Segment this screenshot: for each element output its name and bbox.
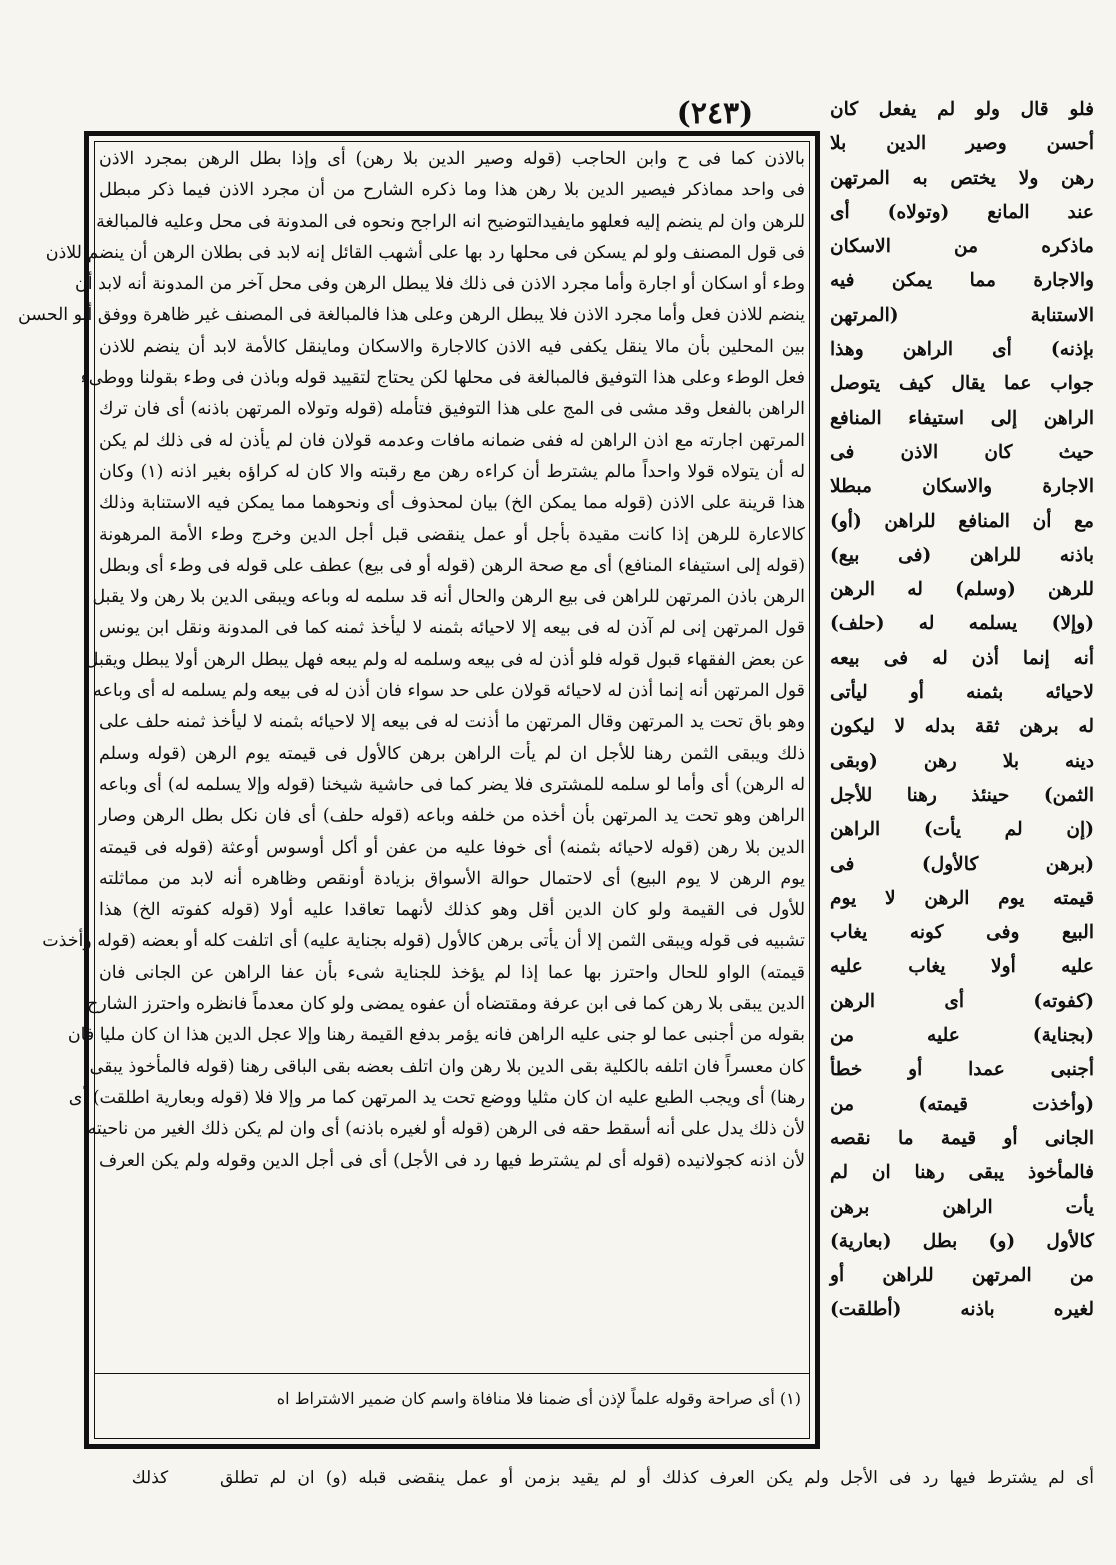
commentary-line: قيمته) الواو للحال واحترز بها عما إذا لم يؤخذ للجناية شىء بأن عفا الراهن عن الجانى فان: [99, 962, 805, 983]
matn-line: (وإلا) يسلمه له (حلف): [830, 613, 1094, 635]
matn-line: عليه أولا يغاب عليه: [830, 956, 1094, 978]
commentary-line: للأول فى القيمة ولو كان الدين أقل وهو كذلك لأنهما تعاقدا عليه أولا (قوله كفوته الخ) هذا: [99, 900, 805, 921]
commentary-line: بين المحلين بأن مالا ينقل يكفى فيه الاذن كالاجارة والاسكان وماينقل كالأمة لابد أن ينضم للاذن: [99, 336, 805, 357]
matn-line: لغيره باذنه (أطلقت): [830, 1299, 1094, 1321]
commentary-line: رهنا) أى ويجب الطبع عليه ان كان مثليا ووضع تحت يد المرتهن كما مر وإلا فلا (قوله وبعارية اطلقت) أى: [68, 1087, 805, 1108]
commentary-text: [18, 144, 805, 1364]
commentary-line: وطء أو اسكان أو اجارة وأما مجرد الاذن فى ذلك فلا يبطل الرهن وفى محل آخر من المدونة أنه لابد أن: [75, 274, 805, 295]
matn-line: الجانى أو قيمة ما نقصه: [830, 1127, 1094, 1149]
matn-line: قيمته يوم الرهن لا يوم: [830, 887, 1094, 909]
matn-line: له برهن ثقة بدله لا ليكون: [830, 716, 1094, 738]
matn-line: رهن ولا يختص به المرتهن: [830, 167, 1094, 189]
commentary-line: (قوله إلى استيفاء المنافع) أى مع صحة الرهن (قوله أو فى بيع) عطف على قوله فى وطء أى وبطل: [99, 555, 805, 576]
matn-line: الراهن إلى استيفاء المنافع: [830, 407, 1094, 429]
matn-line: البيع وفى كونه يغاب: [830, 922, 1094, 944]
commentary-line: الراهن وهو تحت يد المرتهن بأن أخذه من خلفه وباعه (قوله حلف) أى فان نكل بطل الرهن وصار: [99, 806, 805, 827]
matn-line: للرهن (وسلم) له الرهن: [830, 579, 1094, 601]
matn-continuation-line: أى لم يشترط فيها رد فى الأجل ولم يكن العرف كذلك أو لم يقيد بزمن أو عمل ينقضى قبله (و) ان لم تطلق: [220, 1468, 1094, 1488]
matn-line: جواب عما يقال كيف يتوصل: [830, 373, 1094, 395]
matn-line: الاجارة والاسكان مبطلا: [830, 476, 1094, 498]
commentary-line: فى واحد مماذكر فيصير الدين بلا رهن هذا وما ذكره الشارح من أن مجرد الاذن فيما ذكر مبطل: [99, 180, 805, 201]
matn-line: أحسن وصير الدين بلا: [830, 133, 1094, 155]
commentary-line: له أن يتولاه قولا واحداً مالم يشترط أن كراءه رهن مع رقبته والا كان له كراؤه بغير اذنه (١) وكان: [99, 461, 805, 482]
commentary-line: لأن اذنه كجولانيده (قوله أى لم يشترط فيها رد فى الأجل) أى فى أجل الدين وقوله ولم يكن العرف: [99, 1150, 805, 1171]
commentary-line: بقوله من أجنبى عما لو جنى عليه الراهن فانه يؤمر بدفع القيمة رهنا وإلا عجل الدين هذا ان كان مليا فان: [67, 1025, 805, 1046]
matn-line: لاحيائه بثمنه أو ليأتى: [830, 682, 1094, 704]
commentary-line: قول المرتهن إنى لم آذن له فى بيعه إلا لاحيائه بثمنه لا ليأخذ ثمنه كما فى المدونة ونقل ابن يونس: [99, 618, 805, 639]
commentary-line: هذا قرينة على الاذن (قوله مما يمكن الخ) بيان لمحذوف أى ونحوهما مما يمكن فيه الاستنابة وذلك: [99, 493, 805, 514]
commentary-line: الدين بلا رهن (قوله لاحيائه بثمنه) أى خوفا عليه من عفن أو أكل أوسوس أوعثة (قوله فى قيمته: [99, 837, 805, 858]
footnote: (١) أى صراحة وقوله علماً لإذن أى ضمنا فلا منافاة واسم كان ضمير الاشتراط اه: [276, 1389, 801, 1408]
matn-line: فالمأخوذ يبقى رهنا ان لم: [830, 1162, 1094, 1184]
matn-column: [830, 93, 1094, 1443]
matn-line: فلو قال ولو لم يفعل كان: [830, 99, 1094, 120]
matn-line: والاجارة مما يمكن فيه: [830, 270, 1094, 292]
matn-line: (كفوته) أى الرهن: [830, 990, 1094, 1012]
matn-line: (بجناية) عليه من: [830, 1025, 1094, 1047]
commentary-line: له الرهن) أى وأما لو سلمه للمشترى فلا يضر كما فى حاشية شيخنا (قوله وإلا يسلمه له) أى وباعه: [99, 774, 805, 795]
matn-line: أجنبى عمدا أو خطأ: [830, 1059, 1094, 1081]
matn-line: (برهن كالأول) فى: [830, 853, 1094, 875]
catchword: كذلك: [131, 1468, 169, 1488]
commentary-line: كان معسراً فان اتلفه بالكلية بقى الدين بلا رهن وان اتلف بعضه بقى الباقى رهنا (قوله فالمأخوذ يبقى: [89, 1056, 805, 1077]
commentary-line: قول المرتهن أنه إنما أذن له لاحيائه قولان على حد سواء فان أذن له فى بيعه ولم يسلمه له أى وباعه: [93, 681, 805, 702]
matn-line: (وأخذت قيمته) من: [830, 1093, 1094, 1115]
matn-line: الثمن) حينئذ رهنا للأجل: [830, 784, 1094, 806]
matn-line: دينه بلا رهن (وبقى: [830, 750, 1094, 772]
matn-line: ماذكره من الاسكان: [830, 236, 1094, 258]
commentary-line: كالاعارة للرهن إذا كانت مقيدة بأجل أو عمل ينقضى قبل أجل الدين وخرج وطء الأمة المرهونة: [99, 524, 805, 545]
matn-line: الاستنابة (المرتهن: [830, 304, 1094, 326]
commentary-line: فعل الوطء وعلى هذا التوفيق فالمبالغة فى محلها لكن يحتاج لتقييد قوله وباذن فى وطء بقولنا ووطىء: [80, 368, 805, 389]
commentary-line: ذلك ويبقى الثمن رهنا للأجل ان لم يأت الراهن برهن كالأول فى قيمته يوم الرهن (قوله وسلم: [99, 743, 805, 764]
commentary-line: الرهن باذن المرتهن للراهن فى بيع الرهن والحال أنه قد سلمه له وباعه ويبقى الدين بلا رهن ولا يقبل: [92, 587, 805, 608]
matn-line: (إن لم يأت) الراهن: [830, 819, 1094, 841]
matn-line: عند المانع (وتولاه) أى: [830, 201, 1094, 223]
commentary-line: لأن ذلك يدل على أنه أسقط حقه فى الرهن (قوله أو لغيره باذنه) أى وان لم يكن ذلك الغير من ناحيته: [87, 1119, 805, 1140]
commentary-line: فى قول المصنف ولو لم يسكن فى محلها رد بها على أشهب القائل إنه لابد فى بطلان الرهن أن ينضم للاذن: [45, 242, 805, 263]
commentary-line: بالاذن كما فى ح وابن الحاجب (قوله وصير الدين بلا رهن) أى وإذا بطل الرهن بمجرد الاذن: [99, 149, 805, 169]
matn-line: حيث كان الاذن فى: [830, 441, 1094, 463]
commentary-frame: [18, 131, 820, 1449]
commentary-line: وهو باق تحت يد المرتهن وقال المرتهن ما أذنت له فى بيعه إلا لاحيائه بثمنه لا ليأخذ ثمنه حلف على: [99, 712, 805, 733]
matn-line: بإذنه) أى الراهن وهذا: [830, 339, 1094, 361]
commentary-line: تشبيه فى قوله ويبقى الثمن إلا أن يأتى برهن كالأول (قوله بجناية عليه) أى اتلفت كله أو بعضه (قوله وأخذت: [42, 931, 805, 952]
matn-line: من المرتهن للراهن أو: [830, 1265, 1094, 1287]
matn-line: مع أن المنافع للراهن (أو): [830, 510, 1094, 532]
commentary-line: عن بعض الفقهاء قبول قوله فلو أذن له فى بيعه وسلمه له ولم يبعه فهل يبطل الرهن أولا يبطل ويقبل: [85, 649, 805, 670]
commentary-line: الراهن بالفعل وقد مشى فى المج على هذا التوفيق فتأمله (قوله وتولاه المرتهن باذنه) أى فان ترك: [99, 399, 805, 420]
matn-line: باذنه للراهن (فى بيع): [830, 544, 1094, 566]
commentary-line: المرتهن اجارته مع اذن الراهن له ففى ضمانه مافات وعدمه قولان فان لم يأذن له فى ذلك لم يكن: [99, 430, 805, 451]
commentary-line: للرهن وان لم ينضم إليه فعلهو مايفيدالتوضيح انه الراجح ونحوه فى المدونة فى محل وعليه فالمبالغة: [96, 211, 805, 232]
footnote-divider: [94, 1373, 810, 1374]
matn-line: يأت الراهن برهن: [830, 1196, 1094, 1218]
commentary-line: الدين يبقى بلا رهن كما فى ابن عرفة ومقتضاه أن عفوه يمضى ولو كان معدماً فانظره واحترز الشارح: [87, 994, 805, 1015]
matn-line: أنه إنما أذن له فى بيعه: [830, 647, 1094, 669]
matn-line: كالأول (و) بطل (بعارية): [830, 1230, 1094, 1252]
commentary-line: ينضم للاذن فعل وأما مجرد الاذن فلا يبطل الرهن وعلى هذا فالمبالغة فى المصنف غير ظاهرة ووفق أبو الحسن: [18, 305, 805, 326]
commentary-line: يوم الرهن لا يوم البيع) أى لاحتمال حوالة الأسواق بزيادة أونقص وظاهره أنه لابد من مماثلته: [99, 868, 805, 889]
page-number: (٢٤٣): [676, 96, 754, 131]
